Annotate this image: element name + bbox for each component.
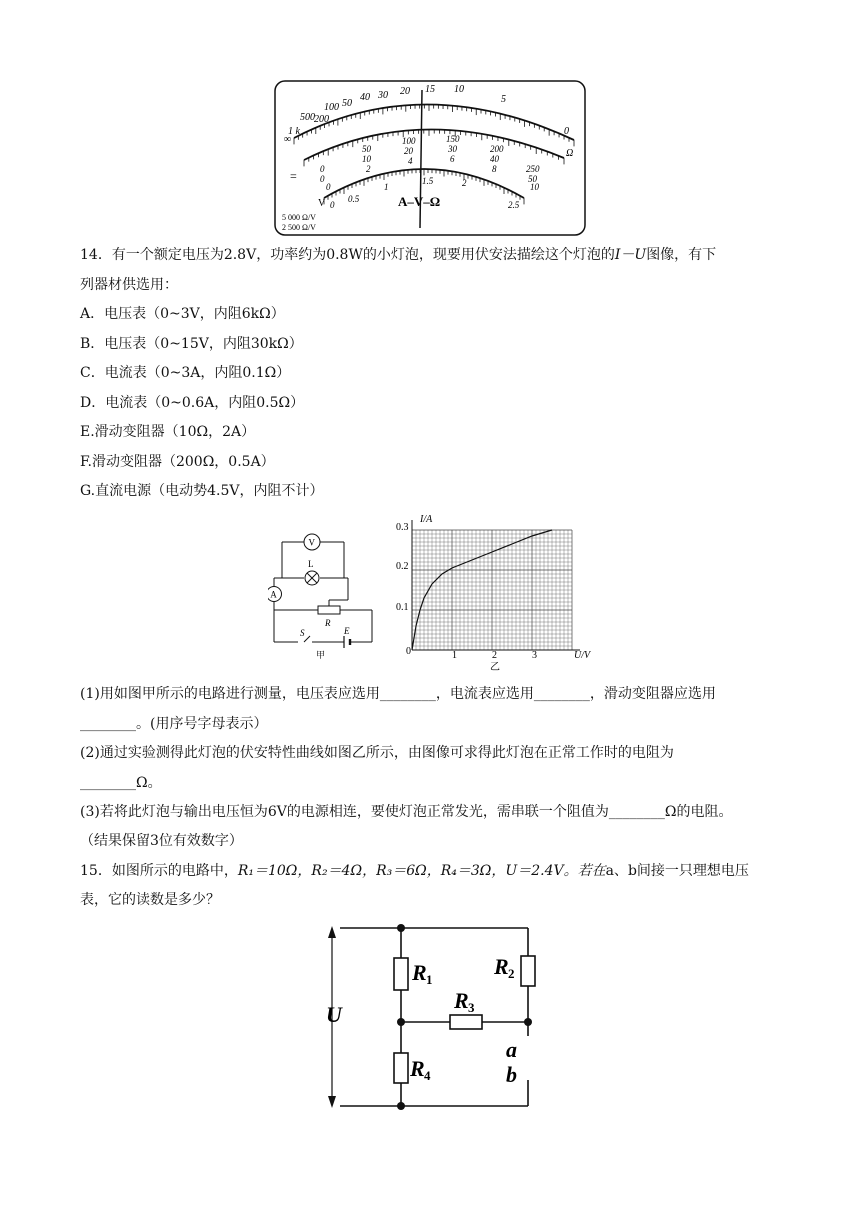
circuit-15-figure xyxy=(320,918,550,1118)
label-r4-sub: 4 xyxy=(424,1068,431,1083)
label-r3-sub: 3 xyxy=(468,1000,475,1015)
omega-label-1k: 1 k xyxy=(288,126,300,137)
q14-stem-line1 xyxy=(80,245,716,265)
option-d: D．电流表（0~0.6A，内阻0.5Ω） xyxy=(80,395,305,411)
q14-sub2-line2: ________Ω。 xyxy=(80,775,162,791)
label-r4: R xyxy=(410,1056,425,1081)
sensitivity-2: 2 500 Ω/V xyxy=(282,223,316,232)
label-r1: R xyxy=(412,960,427,985)
s250-5: 250 xyxy=(526,164,540,174)
s25-3: 1.5 xyxy=(422,176,434,186)
label-r2: R xyxy=(494,954,509,979)
label-r3: R xyxy=(454,988,469,1013)
switch-label: S xyxy=(300,628,305,638)
lamp-label: L xyxy=(308,559,314,569)
x-tick-3: 3 xyxy=(532,650,537,661)
x-tick-1: 1 xyxy=(452,650,457,661)
s10-5: 10 xyxy=(530,182,539,192)
q15-stem-line1 xyxy=(80,861,749,881)
s50-0: 0 xyxy=(320,174,325,184)
q15-values: R₁＝10Ω，R₂＝4Ω，R₃＝6Ω，R₄＝3Ω，U＝2.4V。若在 xyxy=(237,863,606,879)
x-axis-label: U/V xyxy=(574,650,591,661)
omega-label-200: 200 xyxy=(314,114,329,125)
option-e: E.滑动变阻器（10Ω，2A） xyxy=(80,424,256,440)
s25-4: 2 xyxy=(462,178,467,188)
omega-label-10: 10 xyxy=(454,84,464,95)
omega-infinity: ∞ xyxy=(284,134,292,145)
option-f: F.滑动变阻器（200Ω，0.5A） xyxy=(80,454,275,470)
q14-line1-end: 图像，有下 xyxy=(646,247,717,263)
q15-prefix: 15．如图所示的电路中， xyxy=(80,863,238,879)
dc-symbol: = xyxy=(290,169,297,183)
option-c: C．电流表（0~3A，内阻0.1Ω） xyxy=(80,365,291,381)
omega-label-20: 20 xyxy=(400,86,410,97)
iu-chart-figure xyxy=(392,512,602,672)
rheostat-body xyxy=(318,606,340,614)
q14-sub3-line2: （结果保留3位有效数字） xyxy=(80,833,243,849)
y-tick-0.2: 0.2 xyxy=(396,561,409,572)
s10-3: 6 xyxy=(450,154,455,164)
q14-sub3-line1: (3)若将此灯泡与输出电压恒为6V的电源相连，要使灯泡正常发光，需串联一个阻值为________Ω的电阻。 xyxy=(80,804,733,820)
label-u: U xyxy=(326,1002,342,1027)
resistor-r2 xyxy=(521,956,535,986)
origin-label: 0 xyxy=(406,646,411,657)
s50-4: 40 xyxy=(490,154,499,164)
label-r1-sub: 1 xyxy=(426,972,433,987)
q15-stem-line2: 表，它的读数是多少？ xyxy=(80,892,220,908)
circuit-jia-figure xyxy=(268,530,378,660)
q14-sub2-line1: (2)通过实验测得此灯泡的伏安特性曲线如图乙所示，由图像可求得此灯泡在正常工作时的电阻为 xyxy=(80,745,674,761)
s10-2: 4 xyxy=(408,156,413,166)
label-a: a xyxy=(506,1037,517,1062)
u-arrow-head-bottom xyxy=(328,1096,336,1108)
resistor-r1 xyxy=(394,958,408,990)
s250-4: 200 xyxy=(490,144,504,154)
q14-iu: I－U xyxy=(614,247,647,263)
omega-label-30: 30 xyxy=(378,90,388,101)
meter-caption: A–V–Ω xyxy=(398,194,441,209)
resistor-r4 xyxy=(394,1053,408,1083)
s10-1: 2 xyxy=(366,164,371,174)
resistor-r3 xyxy=(450,1015,482,1029)
s250-0: 0 xyxy=(320,164,325,174)
omega-label-500: 500 xyxy=(300,112,315,123)
s250-1: 50 xyxy=(362,144,371,154)
multimeter-dial-figure xyxy=(274,80,586,236)
chart-caption: 乙 xyxy=(490,662,500,672)
omega-label-0: 0 xyxy=(564,126,569,137)
s50-1: 10 xyxy=(362,154,371,164)
label-b: b xyxy=(506,1062,517,1087)
u-arrow-head-top xyxy=(328,926,336,938)
q15-line1-end: a、b间接一只理想电压 xyxy=(605,863,749,879)
voltmeter-label: V xyxy=(308,537,315,548)
rheostat-label: R xyxy=(325,618,331,628)
q14-stem-line2: 列器材供选用： xyxy=(80,277,178,293)
s10-0: 0 xyxy=(326,182,331,192)
q14-sub1-line2: ________。(用序号字母表示） xyxy=(80,716,268,732)
s25-1: 0.5 xyxy=(348,194,360,204)
omega-unit: Ω xyxy=(566,148,574,159)
option-g: G.直流电源（电动势4.5V，内阻不计） xyxy=(80,483,324,499)
x-tick-2: 2 xyxy=(492,650,497,661)
ac-symbol: V xyxy=(318,198,326,209)
omega-label-15: 15 xyxy=(425,84,435,95)
omega-label-5: 5 xyxy=(501,94,506,105)
sensitivity-1: 5 000 Ω/V xyxy=(282,213,316,222)
omega-label-100: 100 xyxy=(324,102,339,113)
circuit-jia-caption: 甲 xyxy=(316,650,326,660)
s25-0: 0 xyxy=(330,200,335,210)
y-tick-0.1: 0.1 xyxy=(396,602,409,613)
s50-2: 20 xyxy=(404,146,413,156)
s250-2: 100 xyxy=(402,136,416,146)
label-r2-sub: 2 xyxy=(508,966,515,981)
ammeter-label: A xyxy=(270,589,277,600)
omega-label-40: 40 xyxy=(360,92,370,103)
s10-4: 8 xyxy=(492,164,497,174)
source-label: E xyxy=(344,626,350,636)
s250-3: 150 xyxy=(446,134,460,144)
y-axis-label: I/A xyxy=(420,514,433,525)
q14-line1-text: 14．有一个额定电压为2.8V，功率约为0.8W的小灯泡，现要用伏安法描绘这个灯泡的 xyxy=(80,247,615,263)
y-tick-0.3: 0.3 xyxy=(396,522,409,533)
omega-label-50: 50 xyxy=(342,98,352,109)
s25-5: 2.5 xyxy=(508,200,520,210)
s50-3: 30 xyxy=(448,144,457,154)
q14-sub1-line1: (1)用如图甲所示的电路进行测量，电压表应选用________，电流表应选用________，滑动变阻器应选用 xyxy=(80,686,716,702)
option-b: B．电压表（0~15V，内阻30kΩ） xyxy=(80,336,303,352)
option-a: A．电压表（0~3V，内阻6kΩ） xyxy=(80,306,285,322)
s50-5: 50 xyxy=(528,174,537,184)
s25-2: 1 xyxy=(384,182,389,192)
